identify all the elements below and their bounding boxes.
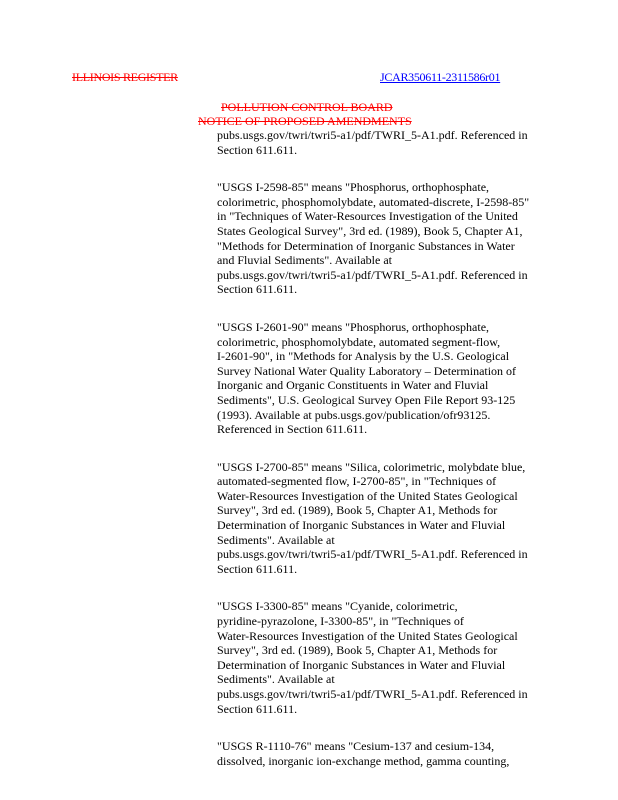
text-line: Section 611.611. [217, 561, 298, 576]
text-line: Survey National Water Quality Laboratory – Determination of [217, 363, 517, 378]
text-line: Water-Resources Investigation of the United States Geological [217, 628, 518, 643]
text-line: Sediments". Available at [217, 672, 335, 687]
text-line: pyridine-pyrazolone, I-3300-85", in "Techniques of [217, 614, 464, 629]
text-line: Sediments". Available at [217, 532, 335, 547]
text-line: Section 611.611. [217, 282, 298, 297]
text-line: and Fluvial Sediments". Available at [217, 253, 392, 268]
text-line: Determination of Inorganic Substances in Water and Fluvial [217, 518, 506, 533]
text-line: "USGS I-2601-90" means "Phosphorus, orthophosphate, [217, 319, 490, 334]
text-line: Survey", 3rd ed. (1989), Book 5, Chapter A1, Methods for [217, 503, 498, 518]
notice-title: NOTICE OF PROPOSED AMENDMENTS [198, 114, 412, 128]
text-line: "USGS R-1110-76" means "Cesium-137 and cesium-134, [217, 739, 495, 754]
text-line: "USGS I-2598-85" means "Phosphorus, orthophosphate, [217, 180, 490, 195]
text-line: Determination of Inorganic Substances in Water and Fluvial [217, 657, 506, 672]
definition-entry [217, 460, 557, 577]
register-header-left: ILLINOIS REGISTER [72, 70, 178, 84]
text-line: Sediments", U.S. Geological Survey Open File Report 93-125 [217, 392, 516, 407]
text-line: colorimetric, phosphomolybdate, automated segment-flow, [217, 334, 501, 349]
text-line: "USGS I-3300-85" means "Cyanide, colorimetric, [217, 599, 458, 614]
definition-entry [217, 320, 557, 437]
text-line: Survey", 3rd ed. (1989), Book 5, Chapter A1, Methods for [217, 643, 498, 658]
text-line: "USGS I-2700-85" means "Silica, colorimetric, molybdate blue, [217, 459, 526, 474]
text-line: States Geological Survey", 3rd ed. (1989), Book 5, Chapter A1, [217, 223, 523, 238]
text-line: pubs.usgs.gov/twri/twri5-a1/pdf/TWRI_5-A1.pdf. Referenced in [217, 547, 528, 562]
text-line: Referenced in Section 611.611. [217, 422, 368, 437]
text-line: Section 611.611. [217, 701, 298, 716]
text-line: (1993). Available at pubs.usgs.gov/publication/ofr93125. [217, 407, 491, 422]
text-line: pubs.usgs.gov/twri/twri5-a1/pdf/TWRI_5-A1.pdf. Referenced in [217, 267, 528, 282]
text-line: pubs.usgs.gov/twri/twri5-a1/pdf/TWRI_5-A1.pdf. Referenced in [217, 128, 528, 142]
text-line: "Methods for Determination of Inorganic Substances in Water [217, 238, 515, 253]
definition-entry [217, 128, 557, 157]
definition-entry [217, 739, 557, 768]
text-line: dissolved, inorganic ion-exchange method, gamma counting, [217, 753, 510, 768]
text-line: Inorganic and Organic Constituents in Water and Fluvial [217, 378, 489, 393]
text-line: pubs.usgs.gov/twri/twri5-a1/pdf/TWRI_5-A1.pdf. Referenced in [217, 687, 528, 701]
text-line: colorimetric, phosphomolybdate, automated-discrete, I-2598-85" [217, 194, 530, 209]
text-line: automated-segmented flow, I-2700-85", in "Techniques of [217, 474, 497, 489]
text-line: Section 611.611. [217, 142, 298, 157]
document-body [217, 128, 557, 791]
text-line: Water-Resources Investigation of the United States Geological [217, 488, 518, 503]
text-line: I-2601-90", in "Methods for Analysis by the U.S. Geological [217, 349, 510, 364]
definition-entry [217, 180, 557, 297]
board-title: POLLUTION CONTROL BOARD [221, 100, 393, 114]
text-line: in "Techniques of Water-Resources Investigation of the United [217, 209, 518, 224]
definition-entry [217, 599, 557, 716]
register-header-right: JCAR350611-2311586r01 [380, 70, 501, 84]
